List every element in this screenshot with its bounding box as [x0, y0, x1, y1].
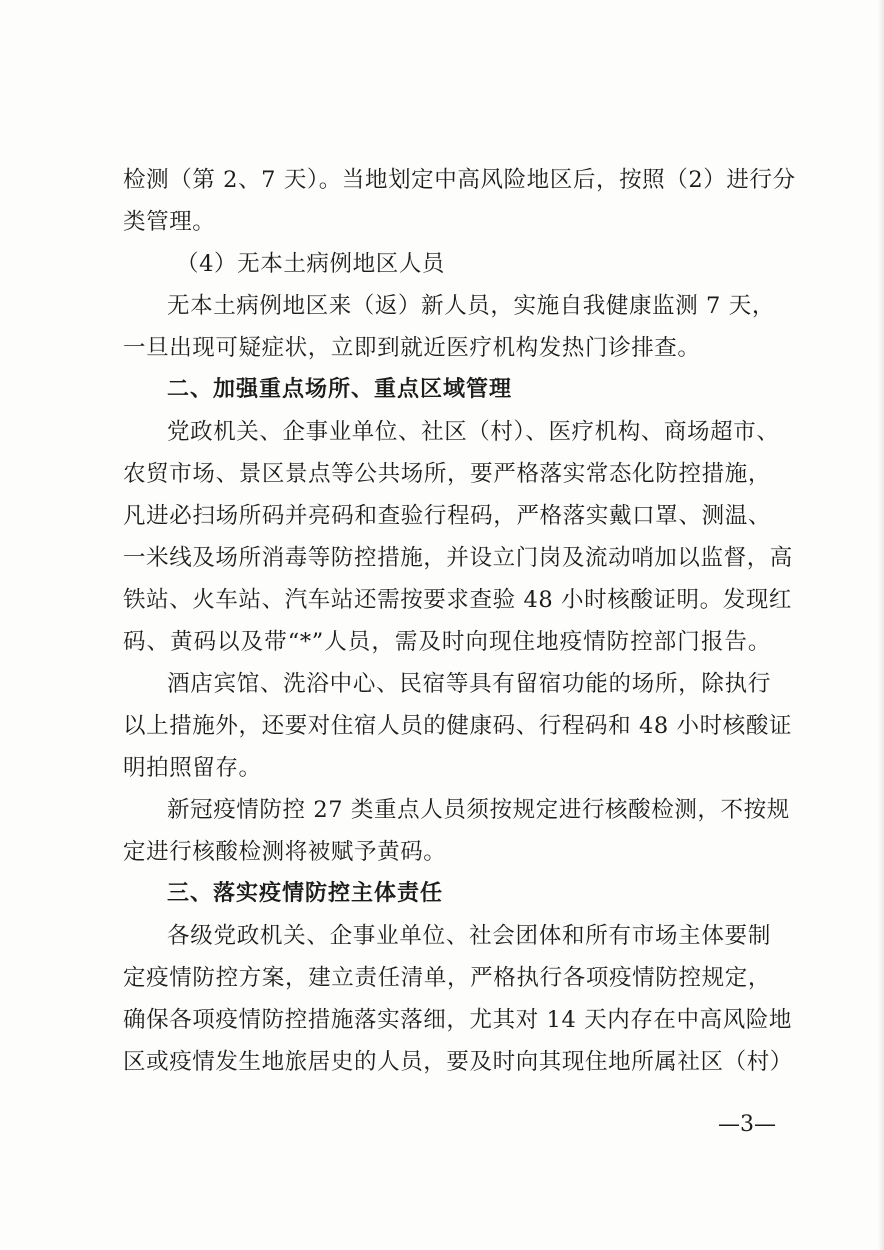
subsection-title: （4）无本土病例地区人员 — [176, 251, 446, 277]
body-line: 各级党政机关、企事业单位、社会团体和所有市场主体要制 — [167, 923, 771, 949]
body-line: 明拍照留存。 — [123, 755, 262, 781]
body-line: 党政机关、企事业单位、社区（村）、医疗机构、商场超市、 — [167, 419, 780, 445]
body-line: 区或疫情发生地旅居史的人员，要及时向其现住地所属社区（村） — [123, 1049, 793, 1075]
body-line: 酒店宾馆、洗浴中心、民宿等具有留宿功能的场所，除执行 — [167, 671, 771, 697]
body-line: 以上措施外，还要对住宿人员的健康码、行程码和 48 小时核酸证 — [123, 713, 793, 739]
body-line: 一旦出现可疑症状，立即到就近医疗机构发热门诊排查。 — [123, 335, 701, 361]
body-line: 检测（第 2、7 天）。当地划定中高风险地区后，按照（2）进行分 — [123, 167, 796, 193]
section-heading: 二、加强重点场所、重点区域管理 — [167, 377, 513, 402]
body-line: 确保各项疫情防控措施落实落细，尤其对 14 天内存在中高风险地 — [123, 1007, 793, 1033]
body-line: 定疫情防控方案，建立责任清单，严格执行各项疫情防控规定， — [123, 965, 771, 991]
body-line: 类管理。 — [123, 209, 216, 235]
body-line: 定进行核酸检测将被赋予黄码。 — [123, 839, 447, 865]
body-line: 一米线及场所消毒等防控措施，并设立门岗及流动哨加以监督，高 — [123, 545, 793, 571]
body-line: 码、黄码以及带“*”人员，需及时向现住地疫情防控部门报告。 — [123, 629, 771, 655]
page-number: —3— — [718, 1112, 776, 1137]
body-line: 新冠疫情防控 27 类重点人员须按规定进行核酸检测，不按规 — [167, 797, 790, 823]
section-heading: 三、落实疫情防控主体责任 — [167, 881, 444, 906]
body-line: 无本土病例地区来（返）新人员，实施自我健康监测 7 天， — [167, 293, 775, 319]
body-line: 铁站、火车站、汽车站还需按要求查验 48 小时核酸证明。发现红 — [123, 587, 793, 613]
body-line: 农贸市场、景区景点等公共场所，要严格落实常态化防控措施， — [123, 461, 771, 487]
body-line: 凡进必扫场所码并亮码和查验行程码，严格落实戴口罩、测温、 — [123, 503, 771, 529]
